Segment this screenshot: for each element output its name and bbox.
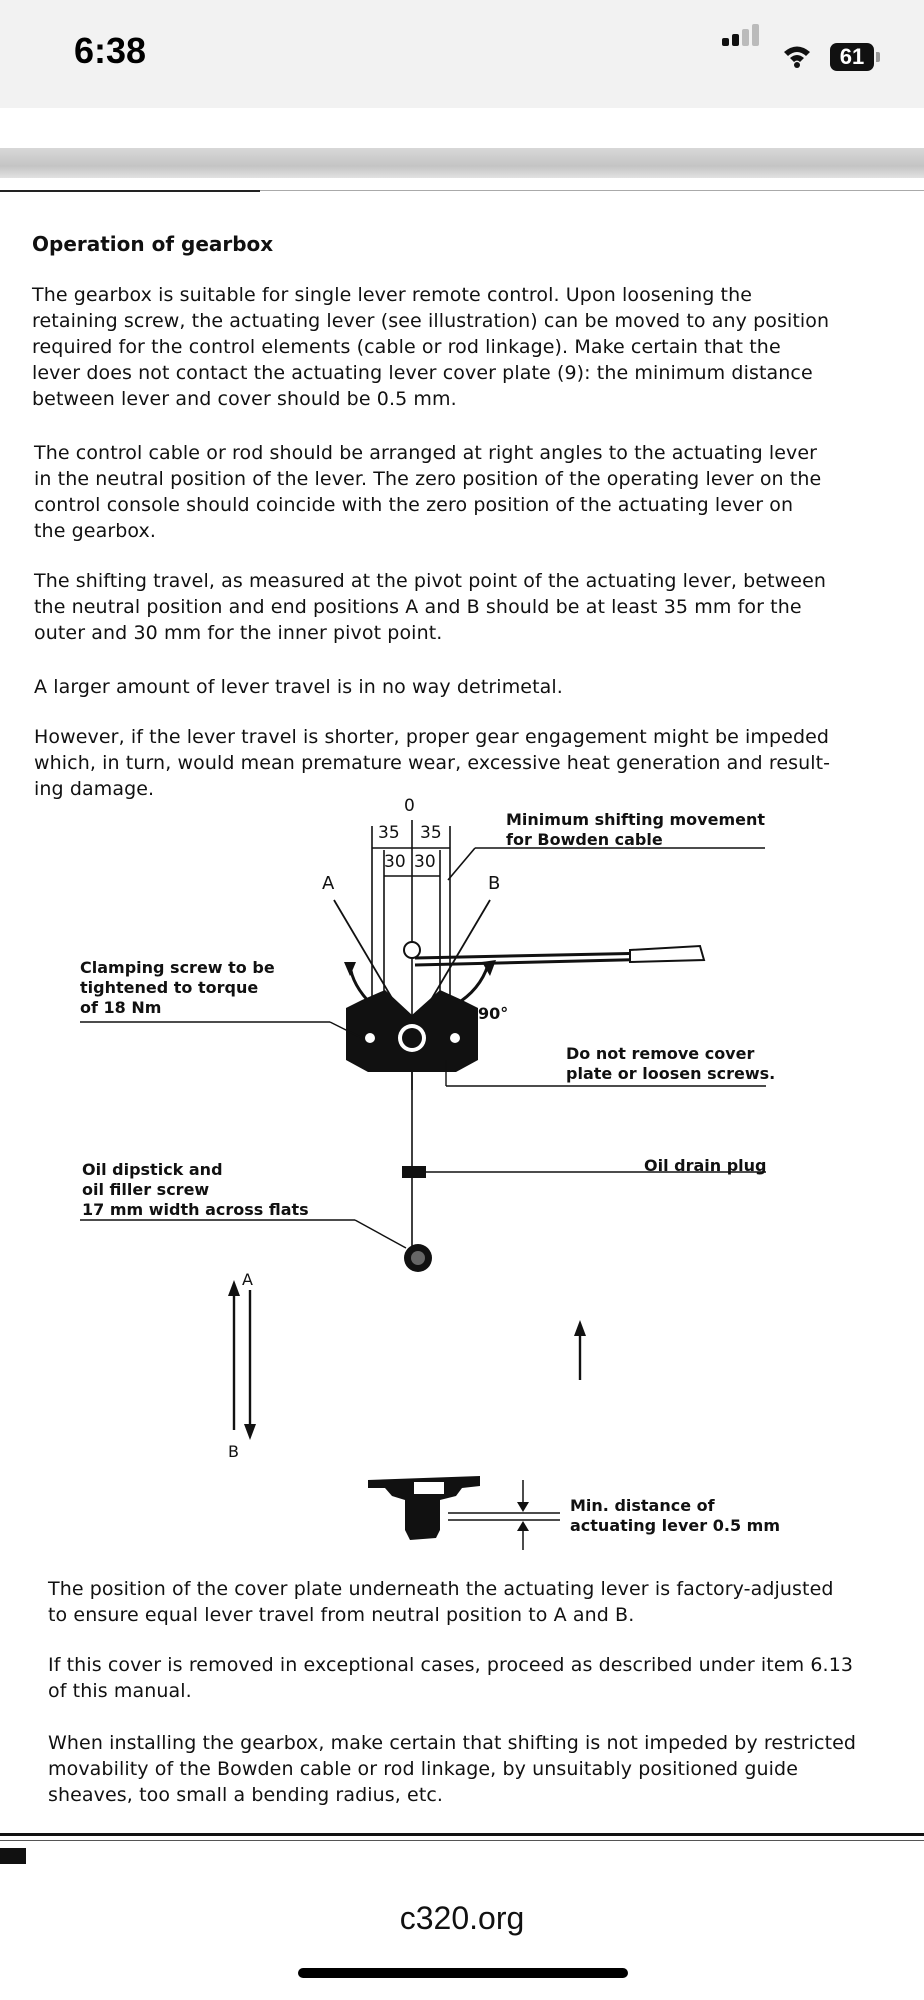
travel-arrow-b-label: B <box>228 1442 239 1461</box>
top-rule <box>0 190 260 192</box>
battery-icon: 61 <box>830 43 874 71</box>
dipstick-label: Oil dipstick and oil filler screw 17 mm width across flats <box>82 1160 309 1219</box>
angle-label: 90° <box>478 1004 509 1023</box>
paragraph-5: However, if the lever travel is shorter, proper gear engagement might be impeded which, in turn, would mean premature wear, excessive heat generation and result- ing damage. <box>34 726 831 800</box>
paragraph-4: A larger amount of lever travel is in no way detrimetal. <box>34 676 563 698</box>
battery-tip <box>876 52 880 62</box>
bottom-rule-thin <box>0 1840 924 1841</box>
section-heading: Operation of gearbox <box>32 232 274 256</box>
paragraph-7: If this cover is removed in exceptional cases, proceed as described under item 6.13 of this manual. <box>48 1654 854 1702</box>
status-bar <box>0 0 924 108</box>
paragraph-3: The shifting travel, as measured at the pivot point of the actuating lever, between the neutral position and end positions A and B should be at least 35 mm for the outer and 30 mm for the inner pivot point. <box>34 570 827 644</box>
min-distance-label: Min. distance of actuating lever 0.5 mm <box>570 1496 780 1535</box>
paragraph-8: When installing the gearbox, make certain that shifting is not impeded by restricted movability of the Bowden cable or rod linkage, by unsuitably positioned guide sheaves, too small a bending radius, etc. <box>48 1732 857 1806</box>
gearbox-lever-diagram <box>0 790 924 1550</box>
home-indicator[interactable] <box>298 1968 628 1978</box>
address-bar-url[interactable]: c320.org <box>399 1900 525 1936</box>
travel-arrow-a-label: A <box>242 1270 253 1289</box>
clamping-screw-label: Clamping screw to be tightened to torque of 18 Nm <box>80 958 275 1017</box>
outer-left-dimension: 35 <box>378 823 400 843</box>
position-a-label: A <box>322 873 335 894</box>
cover-plate-label: Do not remove cover plate or loosen screws. <box>566 1044 776 1083</box>
paragraph-2: The control cable or rod should be arranged at right angles to the actuating lever in the neutral position of the lever. The zero position of the operating lever on the control console should coincide with the zero position of the actuating lever on the gearbox. <box>34 442 822 542</box>
scan-edge-band <box>0 148 924 178</box>
paragraph-1: The gearbox is suitable for single lever remote control. Upon loosening the retaining screw, the actuating lever (see illustration) can be moved to any position required for the control elements (cable or rod linkage). Make certain that the lever does not contact the actuating lever cover plate (9): the minimum distance between lever and cover should be 0.5 mm. <box>32 284 830 410</box>
position-b-label: B <box>488 873 501 894</box>
min-shift-label: Minimum shifting movement for Bowden cable <box>506 810 765 849</box>
zero-position-label: 0 <box>404 796 415 816</box>
drain-plug-label: Oil drain plug <box>644 1156 767 1175</box>
outer-right-dimension: 35 <box>420 823 442 843</box>
top-rule-thin <box>260 190 924 191</box>
inner-right-dimension: 30 <box>414 852 436 872</box>
bottom-rule <box>0 1833 924 1836</box>
paragraph-6: The position of the cover plate underneath the actuating lever is factory-adjusted to ensure equal lever travel from neutral position to A and B. <box>48 1578 834 1626</box>
wifi-icon <box>782 44 812 68</box>
status-time: 6:38 <box>74 30 147 71</box>
page-corner-mark <box>0 1848 26 1864</box>
inner-left-dimension: 30 <box>384 852 406 872</box>
